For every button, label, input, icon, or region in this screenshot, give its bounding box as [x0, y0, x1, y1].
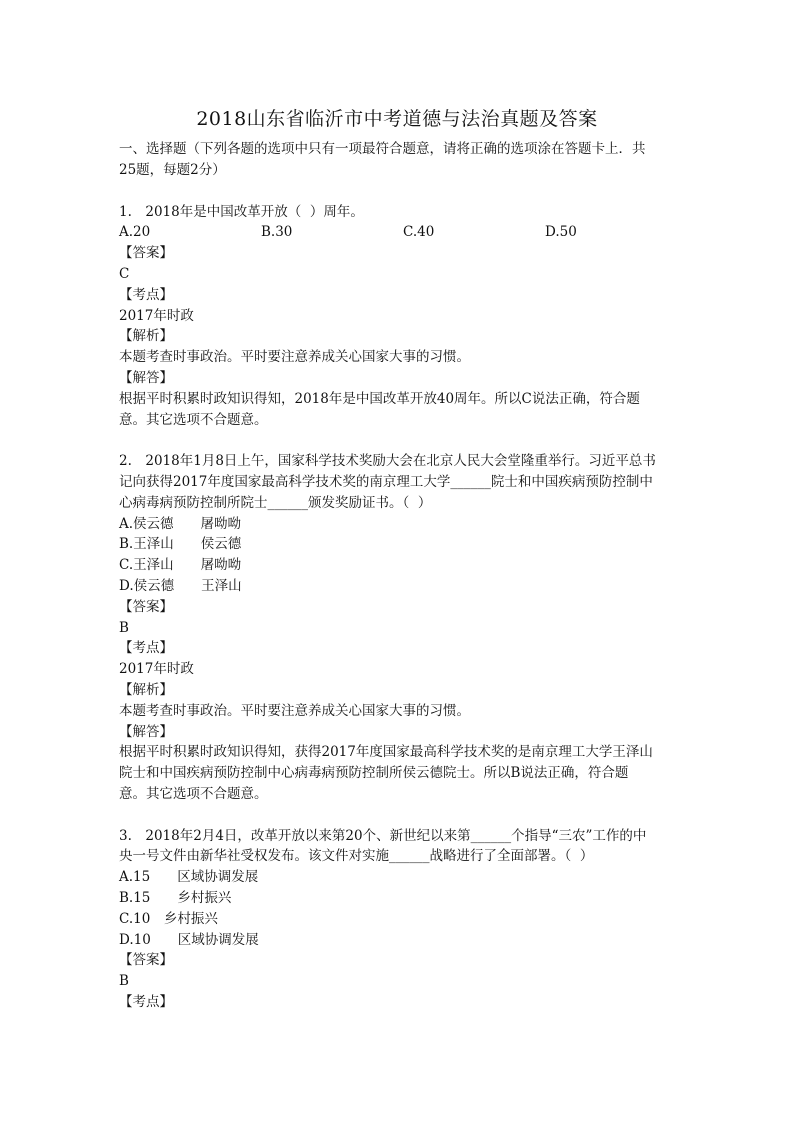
- q2-option-b: B.王泽山 侯云德: [119, 536, 242, 552]
- q1-kaodian: 2017年时政: [119, 308, 194, 324]
- q2-jiexi-label: 【解析】: [119, 682, 173, 698]
- q1-jiexi-label: 【解析】: [119, 328, 173, 344]
- q1-jieda-label: 【解答】: [119, 370, 173, 386]
- q1-option-a: A.20: [119, 224, 151, 240]
- q1-option-c: C.40: [403, 224, 435, 240]
- q2-kaodian-label: 【考点】: [119, 640, 173, 656]
- q1-answer-label: 【答案】: [119, 245, 173, 261]
- q1-jieda-line-1: 根据平时积累时政知识得知，2018年是中国改革开放40周年。所以C说法正确，符合题: [119, 391, 640, 407]
- q3-stem-line-2: 央一号文件由新华社受权发布。该文件对实施______战略进行了全面部署。（ ）: [119, 848, 594, 864]
- q3-option-a: A.15 区域协调发展: [119, 869, 259, 885]
- q2-jiexi: 本题考查时事政治。平时要注意养成关心国家大事的习惯。: [119, 703, 470, 719]
- q2-kaodian: 2017年时政: [119, 661, 194, 677]
- q2-option-c: C.王泽山 屠呦呦: [119, 557, 242, 573]
- q2-jieda-line-3: 意。其它选项不合题意。: [119, 786, 268, 802]
- q1-option-d: D.50: [545, 224, 577, 240]
- q3-answer: B: [119, 973, 129, 989]
- q2-jieda-label: 【解答】: [119, 724, 173, 740]
- section-heading-line-2: 25题，每题2分）: [119, 162, 226, 178]
- q3-option-d: D.10 区域协调发展: [119, 932, 259, 948]
- section-heading-line-1: 一、选择题（下列各题的选项中只有一项最符合题意，请将正确的选项涂在答题卡上．共: [119, 141, 646, 157]
- q1-option-b: B.30: [261, 224, 293, 240]
- q3-stem-line-1: 3. 2018年2月4日，改革开放以来第20个、新世纪以来第______个指导“三农”工作的中: [119, 828, 647, 844]
- q1-kaodian-label: 【考点】: [119, 287, 173, 303]
- q1-answer: C: [119, 266, 130, 282]
- q2-option-a: A.侯云德 屠呦呦: [119, 516, 242, 532]
- q3-answer-label: 【答案】: [119, 952, 173, 968]
- q2-stem-line-1: 2. 2018年1月8日上午，国家科学技术奖励大会在北京人民大会堂隆重举行。习近平总书: [119, 453, 656, 469]
- q2-jieda-line-2: 院士和中国疾病预防控制中心病毒病预防控制所侯云德院士。所以B说法正确，符合题: [119, 765, 629, 781]
- q2-stem-line-2: 记向获得2017年度国家最高科学技术奖的南京理工大学______院士和中国疾病预防控制中: [119, 474, 653, 490]
- q2-option-d: D.侯云德 王泽山: [119, 578, 242, 594]
- q2-jieda-line-1: 根据平时积累时政知识得知，获得2017年度国家最高科学技术奖的是南京理工大学王泽山: [119, 744, 653, 760]
- q3-kaodian-label: 【考点】: [119, 994, 173, 1010]
- document-title: 2018山东省临沂市中考道德与法治真题及答案: [196, 108, 598, 130]
- q2-stem-line-3: 心病毒病预防控制所院士______颁发奖励证书。（ ）: [119, 495, 432, 511]
- q1-jiexi: 本题考查时事政治。平时要注意养成关心国家大事的习惯。: [119, 349, 470, 365]
- q3-option-b: B.15 乡村振兴: [119, 890, 232, 906]
- q2-answer-label: 【答案】: [119, 599, 173, 615]
- q2-answer: B: [119, 620, 129, 636]
- q1-options: [119, 222, 679, 242]
- q3-option-c: C.10 乡村振兴: [119, 911, 218, 927]
- q1-stem: 1. 2018年是中国改革开放（ ）周年。: [119, 204, 364, 220]
- q1-jieda-line-2: 意。其它选项不合题意。: [119, 412, 268, 428]
